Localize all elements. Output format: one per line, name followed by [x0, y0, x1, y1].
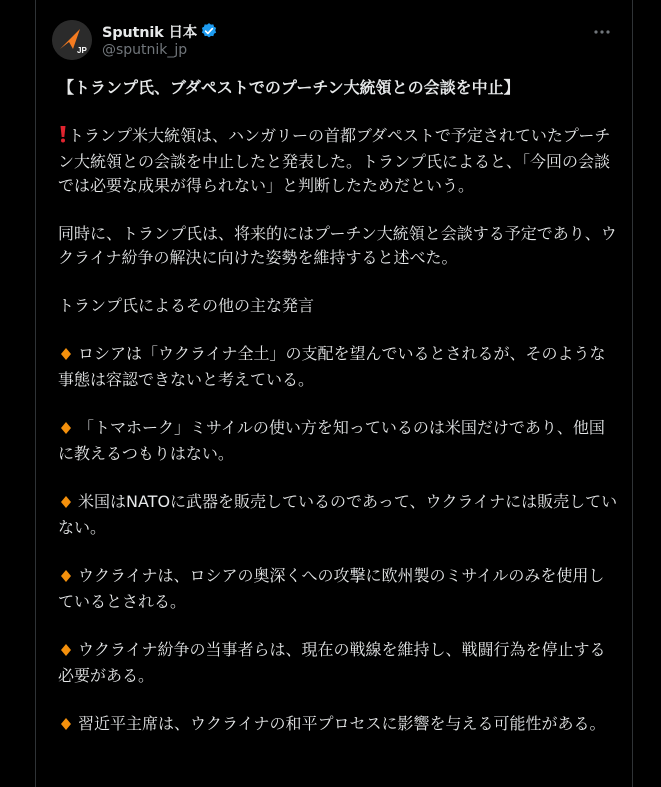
- avatar-text: JP: [77, 46, 87, 55]
- tweet-intro-paragraph: [58, 124, 618, 198]
- orange-diamond-icon: [60, 418, 72, 442]
- tweet-bullet-text: ウクライナは、ロシアの奥深くへの攻撃に欧州製のミサイルのみを使用しているとされる。: [58, 566, 605, 611]
- tweet-bullet-text: ロシアは「ウクライナ全土」の支配を望んでいるとされるが、そのような事態は容認できないと考えている。: [58, 344, 606, 389]
- tweet-bullet: [58, 564, 618, 614]
- tweet-bullet-text: 米国はNATOに武器を販売しているのであって、ウクライナには販売していない。: [58, 492, 618, 537]
- more-horizontal-icon: [593, 29, 611, 35]
- more-button[interactable]: [592, 22, 612, 42]
- tweet-bullet-text: 「トマホーク」ミサイルの使い方を知っているのは米国だけであり、他国に教えるつもりはない。: [58, 418, 605, 463]
- verified-badge-icon: [200, 22, 218, 40]
- orange-diamond-icon: [60, 492, 72, 516]
- tweet-column: [35, 0, 633, 787]
- tweet-bullet: [58, 638, 618, 688]
- tweet-bullet: [58, 712, 618, 738]
- tweet-bullet-text: ウクライナ紛争の当事者らは、現在の戦線を維持し、戦闘行為を停止する必要がある。: [58, 640, 606, 685]
- orange-diamond-icon: [60, 714, 72, 738]
- tweet-text: [58, 76, 618, 762]
- tweet-bullet: [58, 416, 618, 466]
- tweet-bullet: [58, 342, 618, 392]
- tweet-headline: 【トランプ氏、ブダペストでのプーチン大統領との会談を中止】: [58, 78, 520, 97]
- tweet-paragraph-2: 同時に、トランプ氏は、将来的にはプーチン大統領と会談する予定であり、ウクライナ紛争の解決に向けた姿勢を維持すると述べた。: [58, 224, 617, 267]
- tweet-header: [52, 20, 618, 64]
- tweet-bullet-text: 習近平主席は、ウクライナの和平プロセスに影響を与える可能性がある。: [78, 714, 606, 733]
- orange-diamond-icon: [60, 344, 72, 368]
- tweet-subheading: トランプ氏によるその他の主な発言: [58, 296, 315, 315]
- tweet-bullet: [58, 490, 618, 540]
- author-names: [102, 21, 218, 58]
- display-name[interactable]: Sputnik 日本: [102, 24, 198, 41]
- tweet-intro-text: トランプ米大統領は、ハンガリーの首都ブダペストで予定されていたプーチン大統領との会談を中止したと発表した。トランプ氏によると、「今回の会談では必要な成果が得られない」と判断したためだという。: [58, 126, 611, 195]
- orange-diamond-icon: [60, 640, 72, 664]
- avatar[interactable]: [52, 20, 92, 60]
- sputnik-logo-icon: [52, 20, 92, 60]
- user-handle[interactable]: @sputnik_jp: [102, 42, 188, 58]
- red-exclamation-icon: [58, 125, 68, 150]
- orange-diamond-icon: [60, 566, 72, 590]
